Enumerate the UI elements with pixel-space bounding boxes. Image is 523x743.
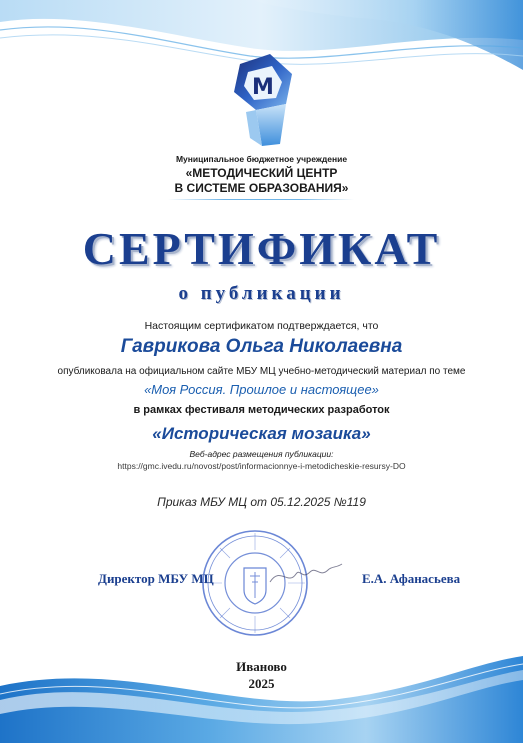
organization-underline <box>168 199 354 200</box>
recipient-name: Гаврикова Ольга Николаевна <box>120 336 403 357</box>
web-address-url: https://gmc.ivedu.ru/novost/post/informacionnye-i-metodicheskie-resursy-DO <box>117 461 406 471</box>
certificate-subtitle: о публикации <box>178 283 345 304</box>
festival-text: в рамках фестиваля методических разработок <box>133 404 390 416</box>
director-name: Е.А. Афанасьева <box>362 571 461 586</box>
svg-text:M: M <box>252 75 274 100</box>
published-text: опубликовала на официальном сайте МБУ МЦ учебно-методический материал по теме <box>57 366 466 377</box>
organization-name-line2: В СИСТЕМЕ ОБРАЗОВАНИЯ» <box>174 181 349 195</box>
certificate-title: СЕРТИФИКАТ <box>82 223 441 274</box>
director-label: Директор МБУ МЦ <box>98 571 214 586</box>
festival-name: «Историческая мозаика» <box>152 424 371 443</box>
material-topic: «Моя Россия. Прошлое и настоящее» <box>144 382 379 397</box>
web-address-label: Веб-адрес размещения публикации: <box>189 449 334 459</box>
city: Иваново <box>236 659 287 674</box>
year: 2025 <box>248 676 275 691</box>
confirm-text: Настоящим сертификатом подтверждается, что <box>144 320 379 332</box>
organization-logo-icon <box>226 52 298 148</box>
organization-type: Муниципальное бюджетное учреждение <box>175 154 348 164</box>
handwritten-signature-icon <box>266 560 346 590</box>
organization-name-line1: «МЕТОДИЧЕСКИЙ ЦЕНТР <box>185 166 338 180</box>
order-reference: Приказ МБУ МЦ от 05.12.2025 №119 <box>157 495 366 509</box>
